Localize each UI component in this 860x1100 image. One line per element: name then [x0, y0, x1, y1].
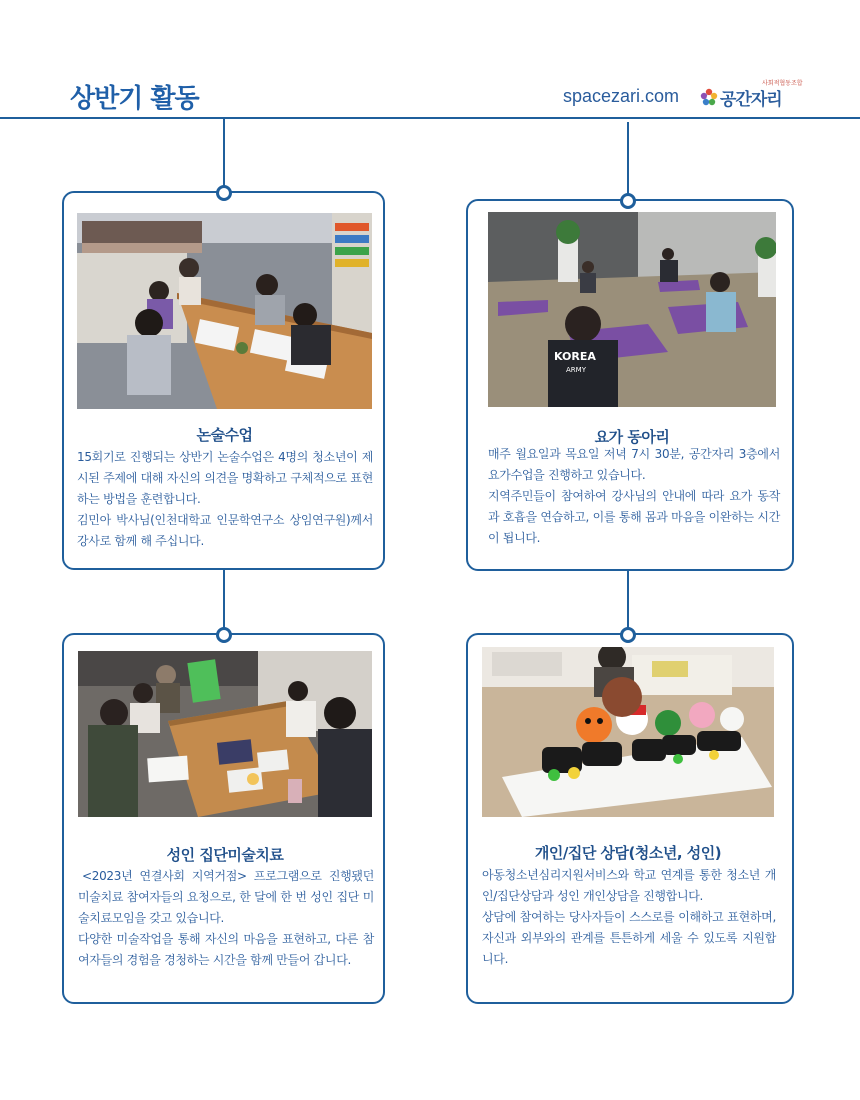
connector-dot	[216, 185, 232, 201]
card-title: 성인 집단미술치료	[166, 846, 284, 864]
classroom-photo	[77, 213, 372, 409]
card-description	[482, 865, 776, 970]
activity-card-art-therapy	[62, 633, 385, 1004]
classroom-illustration	[77, 213, 372, 409]
card-description	[78, 866, 374, 971]
brand-logo	[700, 80, 803, 110]
site-url[interactable]: spacezari.com	[563, 86, 680, 106]
card-description	[488, 444, 780, 549]
yoga-photo	[488, 212, 776, 407]
header-divider	[0, 117, 860, 119]
logo-subtitle: 사회적협동조합	[762, 80, 803, 87]
connector-line	[627, 122, 629, 202]
art-therapy-photo	[78, 651, 372, 817]
card-description	[77, 447, 373, 552]
activity-card-counseling	[466, 633, 794, 1004]
card-paragraph: 15회기로 진행되는 상반기 논술수업은 4명의 청소년이 제시된 주제에 대해 자신의 의견을 명확하고 구체적으로 표현하는 방법을 훈련합니다.	[77, 450, 373, 506]
card-paragraph: <2023년 연결사회 지역거점> 프로그램으로 진행됐던 미술치료 참여자들의 요청으로, 한 달에 한 번 성인 집단 미술치료모임을 갖고 있습니다.	[78, 869, 374, 925]
connector-dot	[216, 627, 232, 643]
card-paragraph: 아동청소년심리지원서비스와 학교 연계를 통한 청소년 개인/집단상담과 성인 개인상담을 진행합니다.	[482, 868, 776, 903]
card-title: 개인/집단 상담(청소년, 성인)	[534, 844, 722, 862]
card-paragraph: 지역주민들이 참여하여 강사님의 안내에 따라 요가 동작과 호흡을 연습하고, 이를 통해 몸과 마음을 이완하는 시간이 됩니다.	[488, 489, 780, 545]
yoga-illustration	[488, 212, 776, 407]
art-therapy-illustration	[78, 651, 372, 817]
card-paragraph: 다양한 미술작업을 통해 자신의 마음을 표현하고, 다른 참여자들의 경험을 경청하는 시간을 함께 만들어 갑니다.	[78, 932, 374, 967]
clay-figures-illustration	[482, 647, 774, 817]
activity-card-yoga	[466, 199, 794, 571]
activity-card-essay	[62, 191, 385, 570]
connector-dot	[620, 193, 636, 209]
card-paragraph: 상담에 참여하는 당사자들이 스스로를 이해하고 표현하며, 자신과 외부와의 관계를 튼튼하게 세울 수 있도록 지원합니다.	[482, 910, 776, 966]
connector-dot	[620, 627, 636, 643]
card-paragraph: 매주 월요일과 목요일 저녁 7시 30분, 공간자리 3층에서 요가수업을 진행하고 있습니다.	[488, 447, 780, 482]
svg-text:ARMY: ARMY	[566, 366, 586, 374]
connector-line	[627, 569, 629, 635]
clay-figures-photo	[482, 647, 774, 817]
card-title: 요가 동아리	[594, 428, 670, 446]
connector-line	[223, 569, 225, 635]
card-paragraph: 김민아 박사님(인천대학교 인문학연구소 상임연구원)께서 강사로 함께 해 주십니다.	[77, 513, 373, 548]
card-title: 논술수업	[196, 426, 253, 444]
logo-text: 공간자리	[720, 90, 782, 110]
svg-text:KOREA: KOREA	[554, 350, 596, 363]
connector-line	[223, 117, 225, 193]
page-title: 상반기 활동	[70, 84, 199, 114]
flower-logo-icon	[700, 88, 718, 106]
